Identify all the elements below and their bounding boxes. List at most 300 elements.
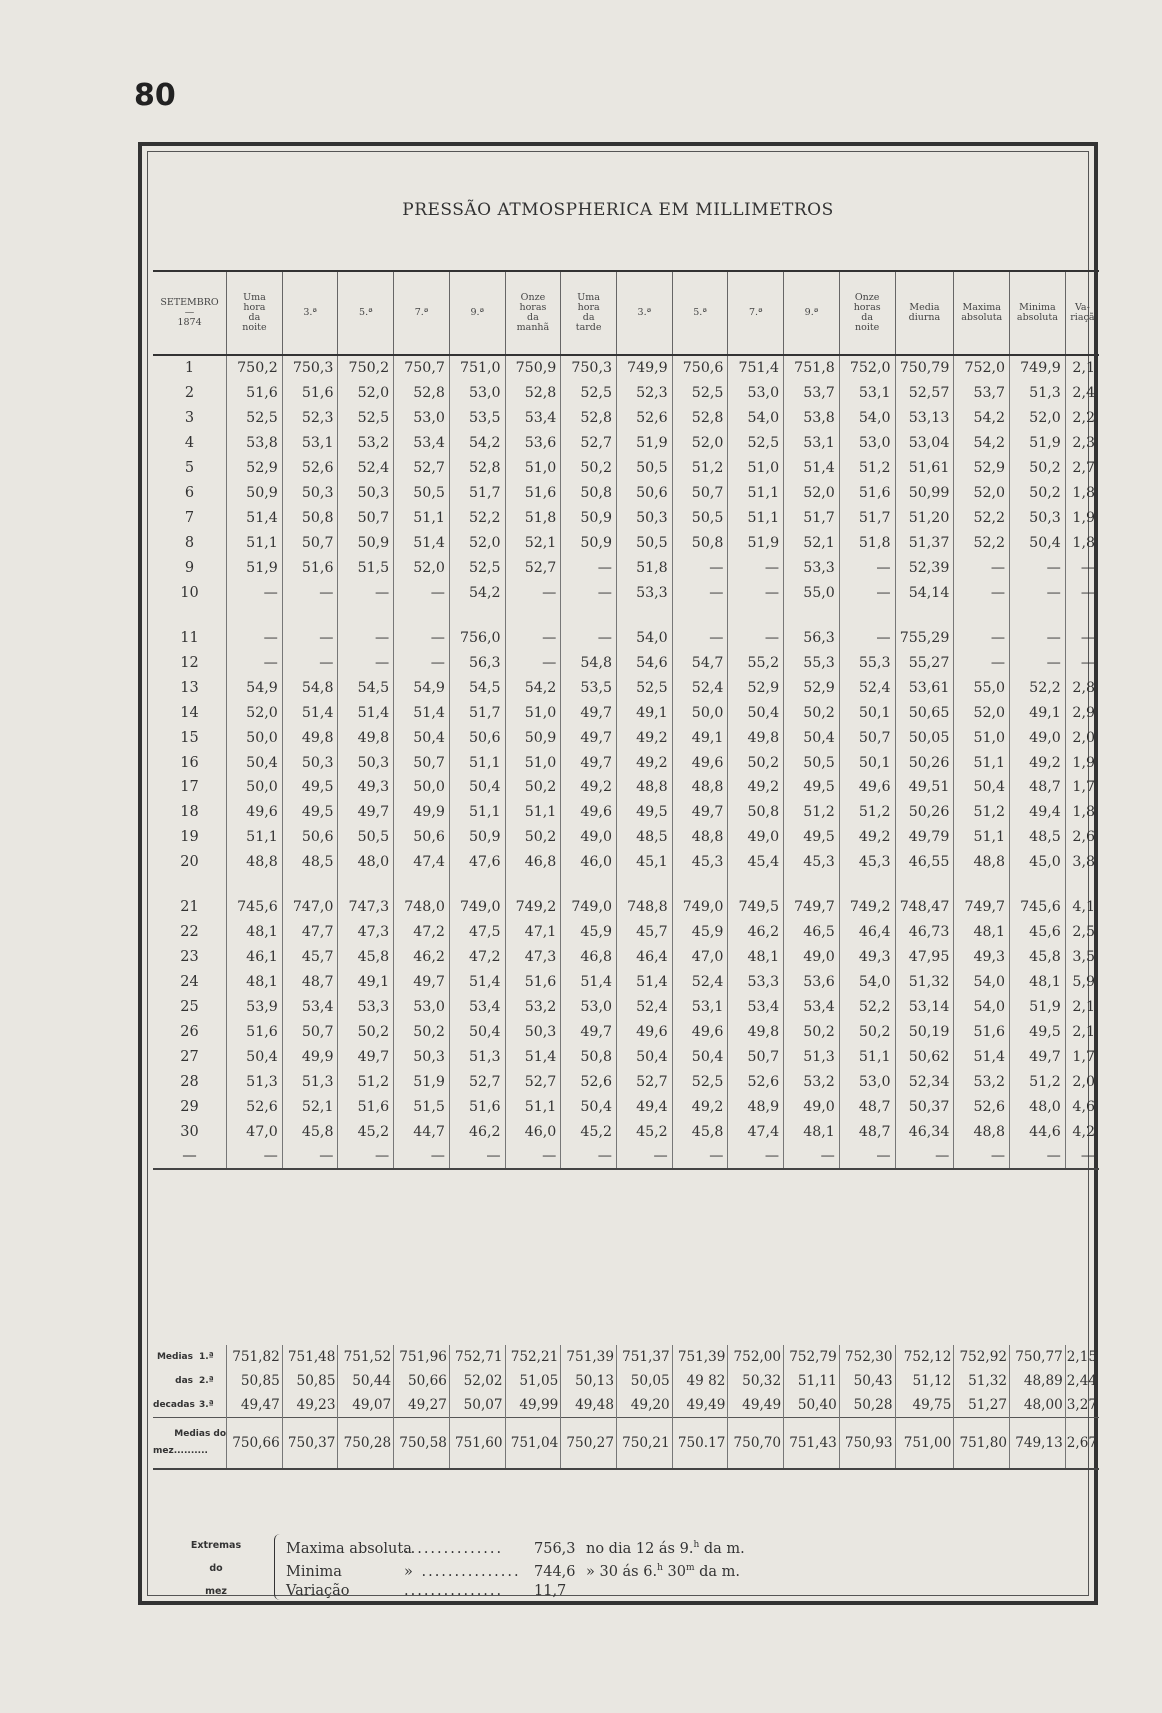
value-cell: 45,9 <box>672 920 728 945</box>
value-cell: 49,7 <box>561 700 617 725</box>
value-cell: 49,6 <box>672 1019 728 1044</box>
value-cell: 52,57 <box>895 381 954 406</box>
month-mean-value: 750,37 <box>282 1418 338 1470</box>
month-mean-value: 750,28 <box>338 1418 394 1470</box>
extreme-dots: » ............... <box>404 1563 521 1580</box>
value-cell: 5,9 <box>1065 970 1099 995</box>
value-cell: 50,3 <box>338 750 394 775</box>
header-column <box>394 271 450 355</box>
value-cell: 752,0 <box>954 355 1010 381</box>
value-cell: 49,3 <box>338 775 394 800</box>
value-cell: — <box>227 625 283 650</box>
value-cell: 745,6 <box>1010 895 1066 920</box>
value-cell: 46,8 <box>561 945 617 970</box>
value-cell: 45,3 <box>784 850 840 875</box>
extreme-sup: h <box>693 1540 700 1550</box>
value-cell: 51,0 <box>505 456 561 481</box>
value-cell: — <box>1010 650 1066 675</box>
value-cell: 51,4 <box>954 1044 1010 1069</box>
decade-value: 51,11 <box>784 1369 840 1393</box>
value-cell: 52,1 <box>282 1094 338 1119</box>
value-cell: 53,6 <box>505 431 561 456</box>
value-cell: 52,6 <box>616 406 672 431</box>
table-title: PRESSÃO ATMOSPHERICA EM MILLIMETROS <box>402 200 834 220</box>
value-cell: 46,4 <box>616 945 672 970</box>
value-cell: 52,0 <box>954 481 1010 506</box>
day-cell: 16 <box>180 754 199 771</box>
value-cell: 49,6 <box>561 800 617 825</box>
table-row <box>153 800 1099 825</box>
value-cell: 2,1 <box>1065 355 1099 381</box>
decade-value: 49 82 <box>672 1369 728 1393</box>
header-column <box>616 271 672 355</box>
value-cell: 3,5 <box>1065 945 1099 970</box>
value-cell: 49,3 <box>839 945 895 970</box>
value-cell: 49,6 <box>672 750 728 775</box>
value-cell: 50,1 <box>839 750 895 775</box>
value-cell: 44,6 <box>1010 1119 1066 1144</box>
value-cell: 48,1 <box>784 1119 840 1144</box>
value-cell: 2,8 <box>1065 675 1099 700</box>
decade-value: 3,27 <box>1065 1393 1099 1418</box>
decade-value: 49,49 <box>672 1393 728 1418</box>
value-cell: 53,4 <box>282 995 338 1020</box>
value-cell: — <box>227 580 283 605</box>
value-cell: 50,4 <box>561 1094 617 1119</box>
value-cell: 54,14 <box>895 580 954 605</box>
day-cell: 8 <box>184 535 195 552</box>
value-cell: 50,3 <box>282 750 338 775</box>
value-cell: 48,7 <box>282 970 338 995</box>
decade-value: 48,00 <box>1010 1393 1066 1418</box>
value-cell: 50,2 <box>839 1019 895 1044</box>
table-row <box>153 556 1099 581</box>
value-cell: 749,5 <box>728 895 784 920</box>
value-cell: 52,6 <box>282 456 338 481</box>
value-cell: 48,8 <box>954 1119 1010 1144</box>
value-cell: 45,8 <box>338 945 394 970</box>
value-cell: 50,2 <box>505 825 561 850</box>
value-cell: 48,5 <box>616 825 672 850</box>
gap-cell <box>153 605 227 625</box>
decade-value: 50,40 <box>784 1393 840 1418</box>
value-cell: 48,7 <box>1010 775 1066 800</box>
table-row <box>153 381 1099 406</box>
extremes-brace <box>274 1534 283 1600</box>
month-mean-label-line: Medias do <box>174 1429 227 1439</box>
decade-value: 49,75 <box>895 1393 954 1418</box>
value-cell: 50,19 <box>895 1019 954 1044</box>
month-mean-value: 750,70 <box>728 1418 784 1470</box>
value-cell: 51,0 <box>728 456 784 481</box>
value-cell: — <box>1065 580 1099 605</box>
value-cell: 54,9 <box>394 675 450 700</box>
gap-cell <box>1065 875 1099 895</box>
value-cell: 48,8 <box>672 775 728 800</box>
value-cell: 52,5 <box>561 381 617 406</box>
day-cell: 11 <box>180 629 199 646</box>
extreme-sup: h <box>657 1563 663 1573</box>
decade-label-text: das <box>175 1375 193 1386</box>
value-cell: 53,4 <box>449 995 505 1020</box>
header-line: 5.ª <box>359 307 373 318</box>
month-mean-value: 751,00 <box>895 1418 954 1470</box>
value-cell: 52,9 <box>728 675 784 700</box>
value-cell: — <box>1065 650 1099 675</box>
value-cell: 48,8 <box>672 825 728 850</box>
value-cell: 47,0 <box>227 1119 283 1144</box>
gap-cell <box>282 605 338 625</box>
value-cell: 49,7 <box>338 800 394 825</box>
decade-label-text: decadas <box>153 1399 195 1410</box>
gap-cell <box>728 605 784 625</box>
value-cell: 2,6 <box>1065 825 1099 850</box>
day-cell: 30 <box>180 1123 199 1140</box>
value-cell: 47,4 <box>394 850 450 875</box>
extreme-row <box>286 1534 745 1557</box>
table-row <box>153 920 1099 945</box>
header-line: hora <box>243 302 266 313</box>
value-cell: — <box>954 625 1010 650</box>
value-cell: 50,5 <box>394 481 450 506</box>
value-cell: 51,6 <box>338 1094 394 1119</box>
value-cell: 2,1 <box>1065 1019 1099 1044</box>
value-cell: 751,4 <box>728 355 784 381</box>
decade-value: 49,99 <box>505 1393 561 1418</box>
header-line: 9.ª <box>470 307 485 318</box>
header-line: Onze <box>854 292 880 303</box>
month-mean-value: 750.17 <box>672 1418 728 1470</box>
value-cell: 2,1 <box>1065 995 1099 1020</box>
day-cell: 27 <box>180 1048 199 1065</box>
gap-cell <box>839 875 895 895</box>
header-line: da <box>527 312 539 323</box>
value-cell: 50,2 <box>561 456 617 481</box>
value-cell: 50,5 <box>784 750 840 775</box>
value-cell: 53,7 <box>954 381 1010 406</box>
value-cell: 54,0 <box>616 625 672 650</box>
value-cell: 49,0 <box>728 825 784 850</box>
value-cell: 53,61 <box>895 675 954 700</box>
gap-cell <box>505 875 561 895</box>
value-cell: 52,34 <box>895 1069 954 1094</box>
value-cell: 50,7 <box>672 481 728 506</box>
decade-value: 50,44 <box>338 1369 394 1393</box>
value-cell: 53,0 <box>839 431 895 456</box>
value-cell: 47,7 <box>282 920 338 945</box>
value-cell: 750,6 <box>672 355 728 381</box>
value-cell: 54,2 <box>449 431 505 456</box>
month-mean-value: 750,93 <box>839 1418 895 1470</box>
value-cell: — <box>561 1144 617 1169</box>
value-cell: 49,5 <box>282 800 338 825</box>
value-cell: 751,8 <box>784 355 840 381</box>
gap-cell <box>1010 605 1066 625</box>
value-cell: — <box>561 625 617 650</box>
gap-cell <box>672 605 728 625</box>
value-cell: 52,2 <box>954 531 1010 556</box>
day-cell: 13 <box>180 679 199 696</box>
value-cell: 51,6 <box>227 1019 283 1044</box>
value-cell: 51,3 <box>449 1044 505 1069</box>
header-line: hora <box>577 302 600 313</box>
extremes-label <box>186 1534 246 1603</box>
header-column <box>839 271 895 355</box>
value-cell: 51,5 <box>338 556 394 581</box>
value-cell: 54,0 <box>728 406 784 431</box>
table-row <box>153 1119 1099 1144</box>
table-row <box>153 995 1099 1020</box>
table-row <box>153 1019 1099 1044</box>
value-cell: 49,2 <box>672 1094 728 1119</box>
value-cell: 2,0 <box>1065 1069 1099 1094</box>
value-cell: 50,7 <box>839 725 895 750</box>
value-cell: 50,4 <box>227 1044 283 1069</box>
value-cell: 745,6 <box>227 895 283 920</box>
month-mean-label <box>153 1418 227 1470</box>
value-cell: — <box>505 580 561 605</box>
header-column <box>227 271 283 355</box>
value-cell: 49,5 <box>784 825 840 850</box>
value-cell: — <box>1065 556 1099 581</box>
value-cell: 748,47 <box>895 895 954 920</box>
value-cell: 50,9 <box>338 531 394 556</box>
value-cell: 50,3 <box>616 506 672 531</box>
extreme-rest: no dia 12 ás 9. <box>586 1540 694 1557</box>
value-cell: — <box>394 625 450 650</box>
value-cell: 50,3 <box>505 1019 561 1044</box>
value-cell: 49,2 <box>839 825 895 850</box>
value-cell: 54,0 <box>839 406 895 431</box>
decade-value: 51,32 <box>954 1369 1010 1393</box>
value-cell: 50,99 <box>895 481 954 506</box>
value-cell: 49,8 <box>728 1019 784 1044</box>
value-cell: 52,9 <box>954 456 1010 481</box>
value-cell: 48,0 <box>1010 1094 1066 1119</box>
value-cell: 749,2 <box>505 895 561 920</box>
decade-value: 50,32 <box>728 1369 784 1393</box>
extreme-name: Maxima absoluta <box>286 1540 412 1557</box>
value-cell: 47,95 <box>895 945 954 970</box>
header-line: 7.ª <box>748 307 763 318</box>
value-cell: 51,1 <box>449 800 505 825</box>
value-cell: — <box>394 580 450 605</box>
value-cell: 50,1 <box>839 700 895 725</box>
value-cell: — <box>394 650 450 675</box>
value-cell: 50,7 <box>394 750 450 775</box>
value-cell: 50,26 <box>895 750 954 775</box>
value-cell: 52,0 <box>784 481 840 506</box>
value-cell: 56,3 <box>449 650 505 675</box>
value-cell: 49,3 <box>954 945 1010 970</box>
value-cell: — <box>1010 580 1066 605</box>
value-cell: 53,1 <box>784 431 840 456</box>
value-cell: 3,8 <box>1065 850 1099 875</box>
value-cell: — <box>505 1144 561 1169</box>
value-cell: 50,0 <box>672 700 728 725</box>
gap-cell <box>728 875 784 895</box>
value-cell: 51,7 <box>784 506 840 531</box>
value-cell: 50,4 <box>954 775 1010 800</box>
value-cell: 52,7 <box>505 1069 561 1094</box>
decade-value: 49,48 <box>561 1393 617 1418</box>
day-cell: 19 <box>180 829 199 846</box>
value-cell: 53,5 <box>561 675 617 700</box>
table-row <box>153 531 1099 556</box>
value-cell: 49,0 <box>1010 725 1066 750</box>
value-cell: 49,7 <box>561 725 617 750</box>
value-cell: 52,5 <box>672 1069 728 1094</box>
value-cell: 51,8 <box>505 506 561 531</box>
table-row <box>153 1094 1099 1119</box>
day-cell: 7 <box>184 510 195 527</box>
value-cell: 54,2 <box>954 406 1010 431</box>
header-line: SETEMBRO <box>160 297 219 308</box>
gap-cell <box>282 875 338 895</box>
header-column <box>338 271 394 355</box>
value-cell: 750,2 <box>227 355 283 381</box>
value-cell: 748,0 <box>394 895 450 920</box>
value-cell: 52,6 <box>954 1094 1010 1119</box>
value-cell: 50,2 <box>1010 456 1066 481</box>
value-cell: 53,3 <box>616 580 672 605</box>
value-cell: 51,3 <box>784 1044 840 1069</box>
value-cell: 45,4 <box>728 850 784 875</box>
value-cell: 47,6 <box>449 850 505 875</box>
value-cell: 747,0 <box>282 895 338 920</box>
value-cell: 50,8 <box>561 1044 617 1069</box>
day-cell: 29 <box>180 1098 199 1115</box>
value-cell: 47,2 <box>394 920 450 945</box>
decade-value: 51,05 <box>505 1369 561 1393</box>
value-cell: 52,9 <box>227 456 283 481</box>
table-frame <box>138 142 1098 1605</box>
value-cell: 49,8 <box>282 725 338 750</box>
value-cell: 52,4 <box>672 970 728 995</box>
header-line: Onze <box>520 292 546 303</box>
value-cell: — <box>449 1144 505 1169</box>
value-cell: — <box>839 1144 895 1169</box>
value-cell: 52,39 <box>895 556 954 581</box>
value-cell: 52,8 <box>672 406 728 431</box>
value-cell: — <box>672 556 728 581</box>
value-cell: 50,8 <box>282 506 338 531</box>
month-mean-value: 2,67 <box>1065 1418 1099 1470</box>
value-cell: 51,4 <box>616 970 672 995</box>
header-line: tarde <box>575 322 602 333</box>
value-cell: 51,6 <box>954 1019 1010 1044</box>
value-cell: 52,4 <box>338 456 394 481</box>
value-cell: 50,3 <box>282 481 338 506</box>
value-cell: 53,1 <box>282 431 338 456</box>
value-cell: — <box>394 1144 450 1169</box>
value-cell: 51,1 <box>954 825 1010 850</box>
value-cell: 50,26 <box>895 800 954 825</box>
value-cell: 1,9 <box>1065 750 1099 775</box>
value-cell: 52,8 <box>394 381 450 406</box>
value-cell: 49,5 <box>616 800 672 825</box>
value-cell: 49,0 <box>784 945 840 970</box>
value-cell: 4,1 <box>1065 895 1099 920</box>
value-cell: — <box>672 625 728 650</box>
value-cell: 54,2 <box>449 580 505 605</box>
value-cell: — <box>954 650 1010 675</box>
month-mean-value: 751,43 <box>784 1418 840 1470</box>
decade-value: 752,92 <box>954 1345 1010 1369</box>
table-row <box>153 355 1099 381</box>
value-cell: 46,4 <box>839 920 895 945</box>
value-cell: 50,5 <box>672 506 728 531</box>
value-cell: 53,8 <box>784 406 840 431</box>
value-cell: 53,8 <box>227 431 283 456</box>
value-cell: 53,6 <box>784 970 840 995</box>
header-line: Maxima <box>962 302 1001 313</box>
value-cell: 50,5 <box>338 825 394 850</box>
value-cell: 47,0 <box>672 945 728 970</box>
decade-value: 52,02 <box>449 1369 505 1393</box>
header-line: Va- <box>1074 302 1090 313</box>
value-cell: 51,1 <box>449 750 505 775</box>
value-cell: — <box>282 580 338 605</box>
value-cell: 45,8 <box>672 1119 728 1144</box>
value-cell: 750,7 <box>394 355 450 381</box>
value-cell: 50,2 <box>394 1019 450 1044</box>
value-cell: 51,7 <box>449 700 505 725</box>
value-cell: 50,2 <box>784 1019 840 1044</box>
header-line: 3.ª <box>637 307 652 318</box>
header-column <box>449 271 505 355</box>
value-cell: 51,3 <box>1010 381 1066 406</box>
value-cell: 48,5 <box>282 850 338 875</box>
value-cell: 50,2 <box>1010 481 1066 506</box>
value-cell: 52,5 <box>672 381 728 406</box>
value-cell: 50,4 <box>449 1019 505 1044</box>
table-row <box>153 700 1099 725</box>
value-cell: 56,3 <box>784 625 840 650</box>
value-cell: — <box>839 580 895 605</box>
gap-cell <box>227 875 283 895</box>
value-cell: 46,0 <box>561 850 617 875</box>
extreme-value: 11,7 <box>534 1583 567 1599</box>
value-cell: — <box>338 625 394 650</box>
value-cell: 749,0 <box>672 895 728 920</box>
value-cell: 1,7 <box>1065 775 1099 800</box>
decade-value: 49,07 <box>338 1393 394 1418</box>
value-cell: 2,0 <box>1065 725 1099 750</box>
day-cell: 18 <box>180 804 199 821</box>
gap-cell <box>338 875 394 895</box>
gap-cell <box>153 875 227 895</box>
value-cell: — <box>1010 625 1066 650</box>
value-cell: 752,0 <box>839 355 895 381</box>
value-cell: 52,8 <box>561 406 617 431</box>
header-line: manhã <box>516 322 550 333</box>
gap-cell <box>784 605 840 625</box>
value-cell: 50,2 <box>505 775 561 800</box>
value-cell: 52,9 <box>784 675 840 700</box>
value-cell: 52,3 <box>282 406 338 431</box>
value-cell: 50,4 <box>728 700 784 725</box>
value-cell: 51,3 <box>282 1069 338 1094</box>
value-cell: 52,3 <box>616 381 672 406</box>
value-cell: 50,8 <box>728 800 784 825</box>
header-line: horas <box>853 302 881 313</box>
gap-cell <box>561 875 617 895</box>
value-cell: 52,0 <box>227 700 283 725</box>
table-row <box>153 850 1099 875</box>
value-cell: 51,7 <box>839 506 895 531</box>
header-column <box>505 271 561 355</box>
